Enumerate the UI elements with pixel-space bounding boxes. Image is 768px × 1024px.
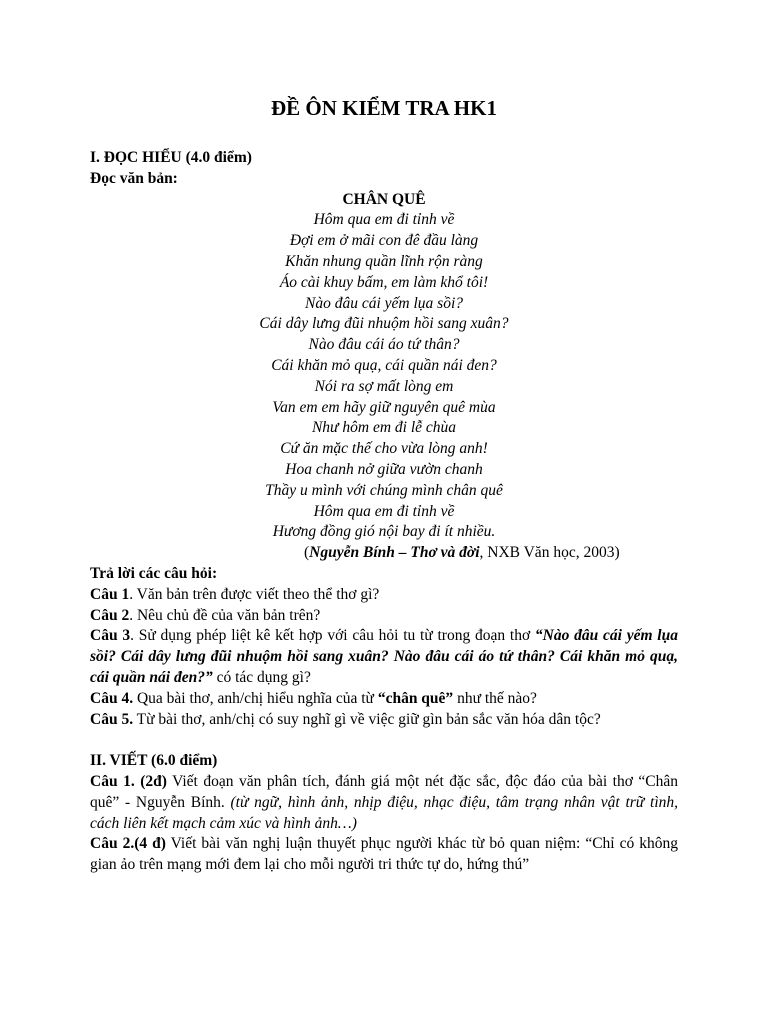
writing-task-1: [90, 772, 678, 834]
poem-line: Cái dây lưng đũi nhuộm hồi sang xuân?: [259, 315, 509, 333]
question-3-quote: “Nào đâu cái yếm lụa sồi? Cái dây lưng đũi nhuộm hồi sang xuân? Nào đâu cái áo tứ thân? Cái khăn mỏ quạ, cái quần nái đen?”: [90, 627, 678, 686]
questions-label: Trả lời các câu hỏi:: [90, 564, 218, 582]
question-3-text: . Sử dụng phép liệt kê kết hợp với câu hỏi tu từ trong đoạn thơ: [130, 627, 535, 645]
poem-source: [90, 543, 678, 564]
section-heading-writing: II. VIẾT (6.0 điểm): [90, 752, 218, 770]
question-4-label: Câu 4.: [90, 689, 134, 707]
section-heading-reading: I. ĐỌC HIỂU (4.0 điểm): [90, 149, 252, 166]
poem-line: Cái khăn mỏ quạ, cái quần nái đen?: [271, 356, 497, 374]
poem-line: Hôm qua em đi tỉnh về: [313, 502, 455, 520]
question-1-text: . Văn bản trên được viết theo thể thơ gì?: [129, 585, 380, 603]
poem-line: Thầy u mình với chúng mình chân quê: [265, 481, 503, 499]
poem-line: Nào đâu cái yếm lụa sồi?: [305, 294, 463, 312]
question-4-text-end: như thế nào?: [453, 689, 537, 707]
writing-task-1-text: Viết đoạn văn phân tích, đánh giá một nét đặc sắc, độc đáo của bài thơ “Chân quê” - Nguyễn Bính.: [90, 772, 678, 811]
poem-line: Hôm qua em đi tỉnh về: [313, 211, 455, 229]
read-text-label: Đọc văn bản:: [90, 169, 178, 187]
writing-task-1-hint: (từ ngữ, hình ảnh, nhịp điệu, nhạc điệu, tâm trạng nhân vật trữ tình, cách liên kết mạch cảm xúc và hình ảnh…): [90, 793, 678, 832]
poem-line: Khăn nhung quần lĩnh rộn ràng: [285, 252, 483, 270]
poem-body: [90, 210, 678, 543]
source-author: Nguyễn Bính – Thơ và đời: [309, 544, 480, 562]
question-1: [90, 585, 678, 606]
writing-task-2-text: Viết bài văn nghị luận thuyết phục người khác từ bỏ quan niệm: “Chỉ có không gian ảo trên mạng mới đem lại cho mỗi người tri thức tự do, hứng thú”: [90, 835, 679, 874]
writing-task-2: [90, 834, 678, 876]
writing-task-2-label: Câu 2.(4 đ): [90, 835, 166, 853]
poem-line: Nói ra sợ mất lòng em: [314, 377, 454, 395]
document-body: [90, 148, 678, 876]
question-5-text: Từ bài thơ, anh/chị có suy nghĩ gì về việc giữ gìn bản sắc văn hóa dân tộc?: [133, 710, 601, 728]
poem-line: Như hôm em đi lễ chùa: [311, 419, 457, 437]
poem-line: Van em em hãy giữ nguyên quê mùa: [272, 398, 496, 416]
section-spacer: [90, 730, 678, 751]
poem-title: CHÂN QUÊ: [342, 190, 426, 208]
poem-line: Đợi em ở mãi con đê đầu làng: [289, 232, 479, 250]
source-open-paren: (: [304, 544, 310, 562]
question-5: [90, 710, 678, 731]
question-4-text: Qua bài thơ, anh/chị hiểu nghĩa của từ: [133, 689, 378, 707]
writing-task-1-label: Câu 1. (2đ): [90, 772, 167, 790]
question-1-label: Câu 1: [90, 585, 130, 603]
question-2-text: . Nêu chủ đề của văn bản trên?: [129, 606, 321, 624]
question-2: [90, 606, 678, 627]
poem-line: Cứ ăn mặc thế cho vừa lòng anh!: [280, 440, 488, 458]
question-4: [90, 689, 678, 710]
poem-line: Hương đồng gió nội bay đi ít nhiều.: [272, 523, 496, 541]
question-4-term: “chân quê”: [377, 689, 454, 707]
question-5-label: Câu 5.: [90, 710, 134, 728]
question-3-text-end: có tác dụng gì?: [212, 668, 311, 686]
poem-line: Hoa chanh nở giữa vườn chanh: [285, 460, 483, 478]
poem-line: Áo cài khuy bấm, em làm khổ tôi!: [279, 273, 489, 291]
source-publisher: , NXB Văn học, 2003): [479, 544, 620, 562]
poem-line: Nào đâu cái áo tứ thân?: [308, 336, 460, 354]
question-3: [90, 626, 678, 688]
question-2-label: Câu 2: [90, 606, 130, 624]
question-3-label: Câu 3: [90, 627, 131, 645]
page-title: ĐỀ ÔN KIỂM TRA HK1: [271, 96, 497, 120]
